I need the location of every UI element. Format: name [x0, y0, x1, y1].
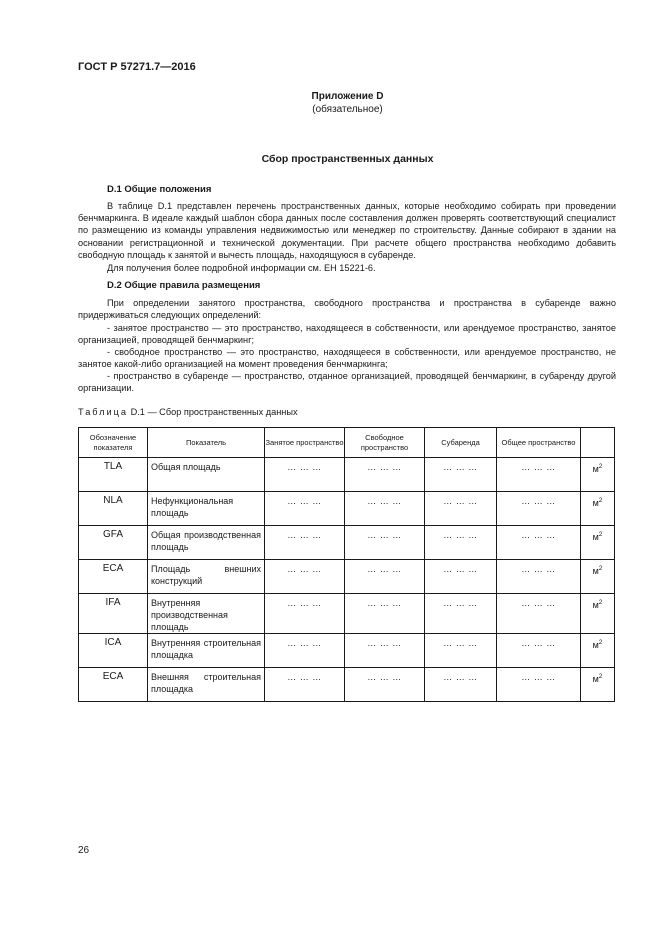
table-header-row	[79, 428, 615, 458]
header-total: Общее пространство	[497, 428, 581, 458]
cell-total: … … …	[497, 668, 581, 702]
cell-indicator: Общая производственная площадь	[148, 526, 265, 560]
cell-occupied: … … …	[265, 560, 345, 594]
section-heading-d1: D.1 Общие положения	[107, 184, 212, 195]
unit-base: м	[592, 464, 599, 474]
cell-unit	[581, 668, 615, 702]
section-heading-d2: D.2 Общие правила размещения	[107, 280, 261, 291]
definition-occupied: - занятое пространство — это пространство, находящееся в собственности, или арендуемое пространство, занятое организацией, проводящей бенчмаркинг;	[78, 323, 616, 346]
cell-sublease: … … …	[425, 668, 497, 702]
cell-free: … … …	[345, 594, 425, 634]
annex-title: Приложение D	[311, 91, 384, 102]
unit-exponent: 2	[598, 673, 603, 680]
spatial-data-table	[78, 427, 615, 702]
unit-exponent: 2	[598, 565, 603, 572]
unit-exponent: 2	[598, 599, 603, 606]
header-unit	[581, 428, 615, 458]
cell-occupied: … … …	[265, 594, 345, 634]
unit-exponent: 2	[598, 497, 603, 504]
table-row	[79, 560, 615, 594]
cell-free: … … …	[345, 634, 425, 668]
table-row	[79, 492, 615, 526]
annex-status: (обязательное)	[312, 104, 383, 115]
cell-sublease: … … …	[425, 560, 497, 594]
cell-occupied: … … …	[265, 458, 345, 492]
cell-total: … … …	[497, 560, 581, 594]
cell-unit	[581, 634, 615, 668]
cell-total: … … …	[497, 526, 581, 560]
unit-exponent: 2	[598, 531, 603, 538]
cell-sublease: … … …	[425, 594, 497, 634]
header-occupied: Занятое пространство	[265, 428, 345, 458]
page-number: 26	[78, 845, 90, 856]
cell-code: TLA	[79, 458, 148, 492]
cell-free: … … …	[345, 526, 425, 560]
header-free: Свободное пространство	[345, 428, 425, 458]
cell-total: … … …	[497, 634, 581, 668]
unit-base: м	[592, 640, 599, 650]
table-row	[79, 594, 615, 634]
table-caption-text: D.1 — Сбор пространственных данных	[130, 407, 298, 417]
unit-exponent: 2	[598, 463, 603, 470]
unit-base: м	[592, 566, 599, 576]
cell-unit	[581, 458, 615, 492]
cell-occupied: … … …	[265, 634, 345, 668]
cell-sublease: … … …	[425, 458, 497, 492]
cell-occupied: … … …	[265, 668, 345, 702]
cell-unit	[581, 560, 615, 594]
unit-base: м	[592, 498, 599, 508]
definition-sublease: - пространство в субаренде — пространство, отданное организацией, проводящей бенчмаркинг, в субаренду другой организации.	[78, 371, 616, 394]
header-indicator: Показатель	[148, 428, 265, 458]
unit-base: м	[592, 600, 599, 610]
cell-unit	[581, 492, 615, 526]
cell-free: … … …	[345, 458, 425, 492]
cell-occupied: … … …	[265, 526, 345, 560]
cell-occupied: … … …	[265, 492, 345, 526]
cell-indicator: Внешняя строительная площадка	[148, 668, 265, 702]
table-caption	[78, 407, 298, 417]
table-row	[79, 458, 615, 492]
unit-base: м	[592, 532, 599, 542]
main-heading: Сбор пространственных данных	[261, 153, 434, 165]
cell-total: … … …	[497, 594, 581, 634]
cell-code: IFA	[79, 594, 148, 634]
cell-indicator: Площадь внешних конструкций	[148, 560, 265, 594]
cell-indicator: Общая площадь	[148, 458, 265, 492]
header-code: Обозначение показателя	[79, 428, 148, 458]
cell-free: … … …	[345, 492, 425, 526]
table-caption-prefix: Таблица	[78, 407, 129, 417]
table-row	[79, 668, 615, 702]
cell-indicator: Внутренняя производственная площадь	[148, 594, 265, 634]
cell-indicator: Внутренняя строительная площадка	[148, 634, 265, 668]
table-row	[79, 634, 615, 668]
paragraph-d2-intro: При определении занятого пространства, свободного пространства и пространства в субаренде важно придерживаться следующих определений:	[78, 298, 616, 321]
cell-sublease: … … …	[425, 492, 497, 526]
cell-unit	[581, 526, 615, 560]
table-row	[79, 526, 615, 560]
definition-free: - свободное пространство — это пространство, находящееся в собственности, или арендуемое пространство, не занятое какой-либо организацией на момент проведения бенчмаркинга;	[78, 347, 616, 370]
paragraph-d1-reference: Для получения более подробной информации см. ЕН 15221-6.	[107, 263, 376, 273]
cell-sublease: … … …	[425, 634, 497, 668]
cell-total: … … …	[497, 458, 581, 492]
cell-code: ICA	[79, 634, 148, 668]
cell-indicator: Нефункциональная площадь	[148, 492, 265, 526]
standard-number: ГОСТ Р 57271.7—2016	[78, 61, 196, 73]
cell-total: … … …	[497, 492, 581, 526]
cell-unit	[581, 594, 615, 634]
cell-code: GFA	[79, 526, 148, 560]
cell-free: … … …	[345, 668, 425, 702]
cell-code: NLA	[79, 492, 148, 526]
unit-base: м	[592, 674, 599, 684]
paragraph-d1-intro: В таблице D.1 представлен перечень пространственных данных, которые необходимо собирать при проведении бенчмаркинга. В идеале каждый шаблон сбора данных после составления должен проверять соответствующий специалист по размещению из команды управления недвижимостью или менеджер по строительству. Данные собирают в здании на основании регистрационной и технической документации. При расчете общего пространства необходимо добавить свободную площадь к занятой и вычесть площадь, находящуюся в субаренде.	[78, 201, 616, 260]
cell-sublease: … … …	[425, 526, 497, 560]
header-sublease: Субаренда	[425, 428, 497, 458]
cell-free: … … …	[345, 560, 425, 594]
cell-code: ECA	[79, 668, 148, 702]
unit-exponent: 2	[598, 639, 603, 646]
cell-code: ECA	[79, 560, 148, 594]
